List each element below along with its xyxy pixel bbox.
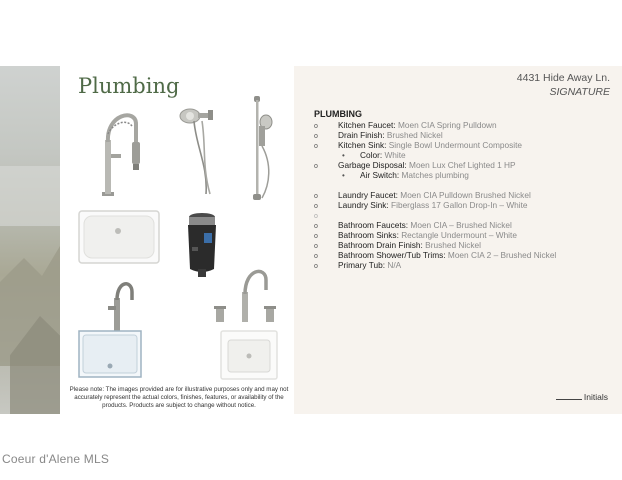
spec-label: Garbage Disposal:	[338, 160, 407, 170]
initials-label: Initials	[583, 392, 608, 402]
spec-item: o Laundry Faucet: Moen CIA Pulldown Brushed Nickel	[314, 190, 531, 200]
background-landscape-photo	[0, 66, 60, 414]
spec-label: Kitchen Faucet:	[338, 120, 396, 130]
spec-item: o Garbage Disposal: Moen Lux Chef Lighted 1 HP	[314, 160, 516, 170]
spec-item: o Kitchen Faucet: Moen CIA Spring Pulldown	[314, 120, 497, 130]
handheld-shower-icon	[176, 106, 216, 198]
specifications-panel	[294, 66, 622, 414]
spec-label: Kitchen Sink:	[338, 140, 387, 150]
spec-value: Moen CIA Spring Pulldown	[397, 120, 497, 130]
spec-value: Rectangle Undermount – White	[401, 230, 517, 240]
spec-value: Moen CIA 2 – Brushed Nickel	[447, 250, 557, 260]
signature-label: SIGNATURE	[549, 86, 610, 98]
spec-item: o Bathroom Drain Finish: Brushed Nickel	[314, 240, 481, 250]
page-title: Plumbing	[78, 74, 180, 98]
initials-field[interactable]	[556, 392, 608, 402]
spec-value: Fiberglass 17 Gallon Drop-In – White	[391, 200, 528, 210]
spec-label: Air Switch:	[360, 170, 400, 180]
spec-subitem	[314, 170, 614, 180]
spec-subitem	[314, 150, 614, 160]
spec-label: Bathroom Faucets:	[338, 220, 409, 230]
spec-item: o Laundry Sink: Fiberglass 17 Gallon Drop-In – White	[314, 200, 528, 210]
spec-value: Single Bowl Undermount Composite	[388, 140, 523, 150]
section-title: PLUMBING	[314, 109, 362, 119]
spec-label: Drain Finish:	[338, 130, 385, 140]
spec-value: Matches plumbing	[401, 170, 469, 180]
background-haze	[0, 166, 60, 226]
spec-label: Bathroom Drain Finish:	[338, 240, 423, 250]
spec-item: o Bathroom Shower/Tub Trims: Moen CIA 2 – Brushed Nickel	[314, 250, 557, 260]
spec-value: White	[384, 150, 406, 160]
spec-item: o Drain Finish: Brushed Nickel	[314, 130, 443, 140]
spec-item-empty: o	[314, 213, 318, 220]
kitchen-faucet-icon	[96, 104, 144, 200]
spec-label: Bathroom Shower/Tub Trims:	[338, 250, 446, 260]
laundry-sink-icon	[220, 330, 278, 380]
spec-value: Moen CIA – Brushed Nickel	[410, 220, 512, 230]
spec-label: Primary Tub:	[338, 260, 386, 270]
spec-value: Brushed Nickel	[425, 240, 481, 250]
spec-value: Moen CIA Pulldown Brushed Nickel	[400, 190, 531, 200]
spec-label: Laundry Faucet:	[338, 190, 398, 200]
initials-line	[556, 399, 582, 400]
spec-item: o Kitchen Sink: Single Bowl Undermount Composite	[314, 140, 523, 150]
shower-slide-bar-icon	[246, 94, 280, 204]
undermount-sink-icon	[78, 330, 142, 378]
kitchen-sink-icon	[78, 210, 160, 264]
bath-faucet-icon	[212, 262, 282, 326]
spec-item: o Bathroom Faucets: Moen CIA – Brushed Nickel	[314, 220, 512, 230]
spec-label: Color:	[360, 150, 383, 160]
spec-item: o Bathroom Sinks: Rectangle Undermount – White	[314, 230, 517, 240]
product-images-panel	[60, 66, 294, 414]
spec-label: Bathroom Sinks:	[338, 230, 399, 240]
spec-value: Brushed Nickel	[386, 130, 443, 140]
spec-spacer	[314, 180, 614, 190]
spec-value: Moen Lux Chef Lighted 1 HP	[409, 160, 516, 170]
bar-faucet-icon	[104, 276, 134, 338]
spec-item: o Primary Tub: N/A	[314, 260, 402, 270]
disclaimer-note: Please note: The images provided are for illustrative purposes only and may not accurately represent the actual colors, finishes, features, or availability of the products. Products are subject to change without notice.	[69, 386, 289, 409]
property-address: 4431 Hide Away Ln.	[516, 72, 610, 84]
spec-label: Laundry Sink:	[338, 200, 389, 210]
mls-watermark: Coeur d'Alene MLS	[2, 452, 110, 466]
spec-value: N/A	[387, 260, 402, 270]
plumbing-spec-list	[314, 120, 614, 270]
